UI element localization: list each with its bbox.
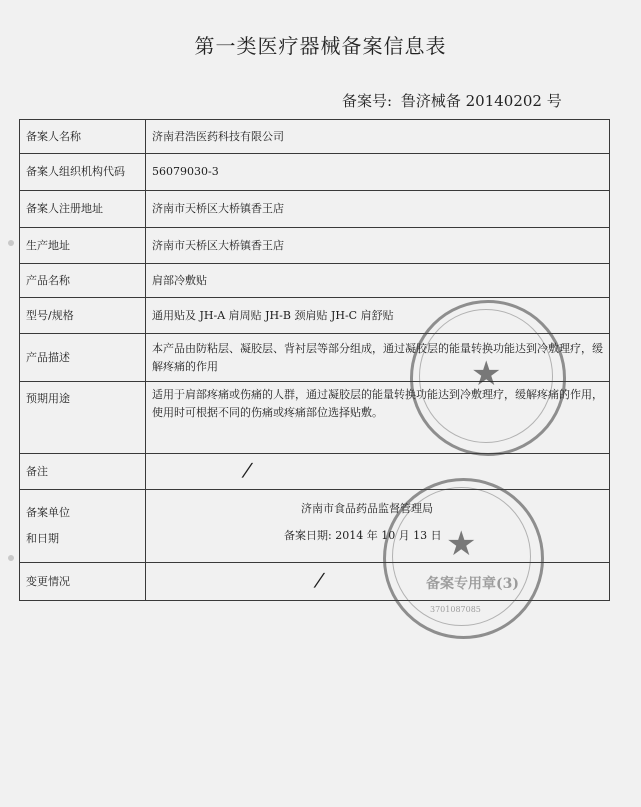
star-icon: ★ — [471, 354, 502, 394]
field-value: 济南市天桥区大桥镇香王店 — [146, 228, 610, 264]
field-label: 生产地址 — [20, 228, 146, 264]
field-label: 备案人注册地址 — [20, 191, 146, 228]
table-row — [20, 120, 610, 154]
field-value-wrap — [146, 454, 610, 490]
agency-seal-code: 3701087085 — [430, 605, 481, 614]
field-value: 56079030-3 — [146, 154, 610, 191]
field-value: 济南君浩医药科技有限公司 — [146, 120, 610, 154]
record-number-label: 备案号: — [342, 92, 393, 110]
table-row — [20, 191, 610, 228]
table-row — [20, 563, 610, 601]
field-value: / — [242, 459, 253, 481]
field-value: 济南市天桥区大桥镇香王店 — [146, 191, 610, 228]
field-label: 产品描述 — [20, 334, 146, 382]
record-date: 备案日期: 2014 年 10 月 13 日 — [284, 529, 442, 542]
field-label-line2: 和日期 — [26, 532, 59, 545]
table-row — [20, 228, 610, 264]
table-row — [20, 454, 610, 490]
field-label: 备案人名称 — [20, 120, 146, 154]
record-number-value: 鲁济械备 20140202 号 — [400, 92, 562, 110]
table-row — [20, 154, 610, 191]
binder-hole — [8, 240, 14, 246]
field-label: 备案人组织机构代码 — [20, 154, 146, 191]
field-label — [20, 490, 146, 563]
table-row — [20, 298, 610, 334]
field-value: / — [314, 569, 325, 591]
field-label: 型号/规格 — [20, 298, 146, 334]
field-value: 通用贴及 JH-A 肩周贴 JH-B 颈肩贴 JH-C 肩舒贴 — [146, 298, 610, 334]
document-title: 第一类医疗器械备案信息表 — [194, 34, 447, 58]
field-value: 肩部冷敷贴 — [146, 264, 610, 298]
record-info-table — [19, 119, 610, 601]
agency-seal-sub: 备案专用章(3) — [426, 576, 519, 592]
table-row — [20, 334, 610, 382]
field-value: 适用于肩部疼痛或伤痛的人群，通过凝胶层的能量转换功能达到冷敷理疗，缓解疼痛的作用，使用时可根据不同的伤痛或疼痛部位选择贴敷。 — [146, 382, 610, 454]
field-value: 本产品由防粘层、凝胶层、背衬层等部分组成，通过凝胶层的能量转换功能达到冷敷理疗，缓解疼痛的作用 — [146, 334, 610, 382]
record-number — [342, 90, 562, 111]
field-value-wrap — [146, 563, 610, 601]
field-label: 预期用途 — [20, 382, 146, 454]
binder-hole — [8, 555, 14, 561]
field-label: 变更情况 — [20, 563, 146, 601]
field-label: 备注 — [20, 454, 146, 490]
table-row — [20, 490, 610, 563]
field-label: 产品名称 — [20, 264, 146, 298]
record-unit-name: 济南市食品药品监督管理局 — [301, 502, 433, 515]
table-row — [20, 264, 610, 298]
field-label-line1: 备案单位 — [26, 506, 70, 519]
table-row — [20, 382, 610, 454]
field-value — [146, 490, 610, 563]
star-icon: ★ — [446, 524, 477, 564]
